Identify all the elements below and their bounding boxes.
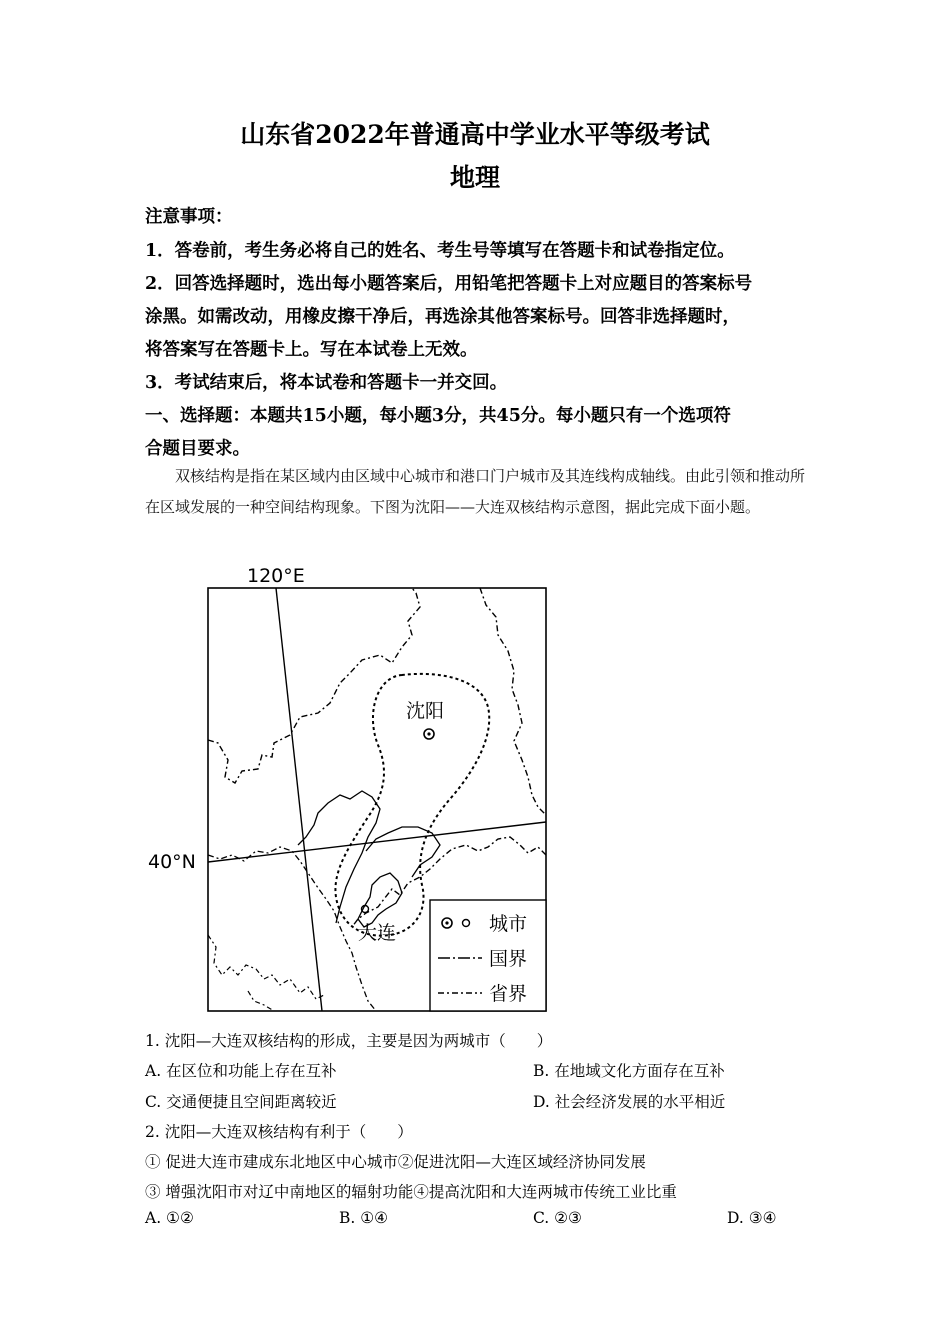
longitude-line xyxy=(276,588,322,1011)
question-2-option-d: D. ③④ xyxy=(727,1209,777,1227)
notice-item-2-line-2: 涂黑。如需改动，用橡皮擦干净后，再选涂其他答案标号。回答非选择题时， xyxy=(145,307,740,327)
question-1-option-b: B. 在地域文化方面存在互补 xyxy=(533,1062,725,1080)
shenyang-label: 沈阳 xyxy=(406,700,445,722)
shenyang-marker-dot xyxy=(427,732,430,735)
latitude-label: 40°N xyxy=(148,851,196,873)
bay-coastline xyxy=(298,791,440,923)
intro-paragraph: 双核结构是指在某区域内由区域中心城市和港口门户城市及其连线构成轴线。由此引领和推动所在区域发展的一种空间结构现象。下图为沈阳——大连双核结构示意图，据此完成下面小题。 xyxy=(145,467,806,516)
notice-item-3: 3．考试结束后，将本试卷和答题卡一并交回。 xyxy=(145,373,508,393)
question-1-option-c: C. 交通便捷且空间距离较近 xyxy=(145,1093,337,1111)
dalian-coast xyxy=(358,873,402,927)
section-heading-line-1: 一、选择题：本题共15小题，每小题3分，共45分。每小题只有一个选项符 xyxy=(145,406,731,426)
question-2-stem: 2. 沈阳—大连双核结构有利于（ ） xyxy=(145,1123,413,1141)
latitude-line xyxy=(208,822,546,862)
notice-heading: 注意事项： xyxy=(145,207,233,227)
dalian-label: 大连 xyxy=(358,922,397,944)
legend-provincial-border-label: 省界 xyxy=(489,983,528,1005)
exam-title: 山东省2022年普通高中学业水平等级考试 xyxy=(240,120,710,149)
question-1-option-d: D. 社会经济发展的水平相近 xyxy=(533,1093,726,1111)
southern-coast xyxy=(208,935,324,1011)
shenyang-dalian-map xyxy=(140,555,560,1015)
legend-national-border-label: 国界 xyxy=(489,948,528,970)
legend-city-label: 城市 xyxy=(489,913,528,935)
western-province-border xyxy=(208,847,376,1011)
provincial-border xyxy=(208,588,546,927)
section-heading-line-2: 合题目要求。 xyxy=(145,439,250,459)
legend-city-icon-large-dot xyxy=(445,921,448,924)
notice-item-1: 1．答卷前，考生务必将自己的姓名、考生号等填写在答题卡和试卷指定位。 xyxy=(145,241,735,261)
question-2-option-b: B. ①④ xyxy=(339,1209,389,1227)
notice-item-2-line-3: 将答案写在答题卡上。写在本试卷上无效。 xyxy=(145,340,478,360)
legend-box xyxy=(430,900,546,1011)
subject-title: 地理 xyxy=(449,163,500,192)
question-2-statement-1: ① 促进大连市建成东北地区中心城市②促进沈阳—大连区域经济协同发展 xyxy=(145,1153,646,1171)
longitude-label: 120°E xyxy=(247,565,305,587)
question-2-statement-2: ③ 增强沈阳市对辽中南地区的辐射功能④提高沈阳和大连两城市传统工业比重 xyxy=(145,1183,677,1201)
question-1-option-a: A. 在区位和功能上存在互补 xyxy=(145,1062,337,1080)
question-1-stem: 1. 沈阳—大连双核结构的形成，主要是因为两城市（ ） xyxy=(145,1032,553,1050)
notice-item-2-line-1: 2．回答选择题时，选出每小题答案后，用铅笔把答题卡上对应题目的答案标号 xyxy=(145,274,753,294)
question-2-option-a: A. ①② xyxy=(145,1209,194,1227)
question-2-option-c: C. ②③ xyxy=(533,1209,582,1227)
